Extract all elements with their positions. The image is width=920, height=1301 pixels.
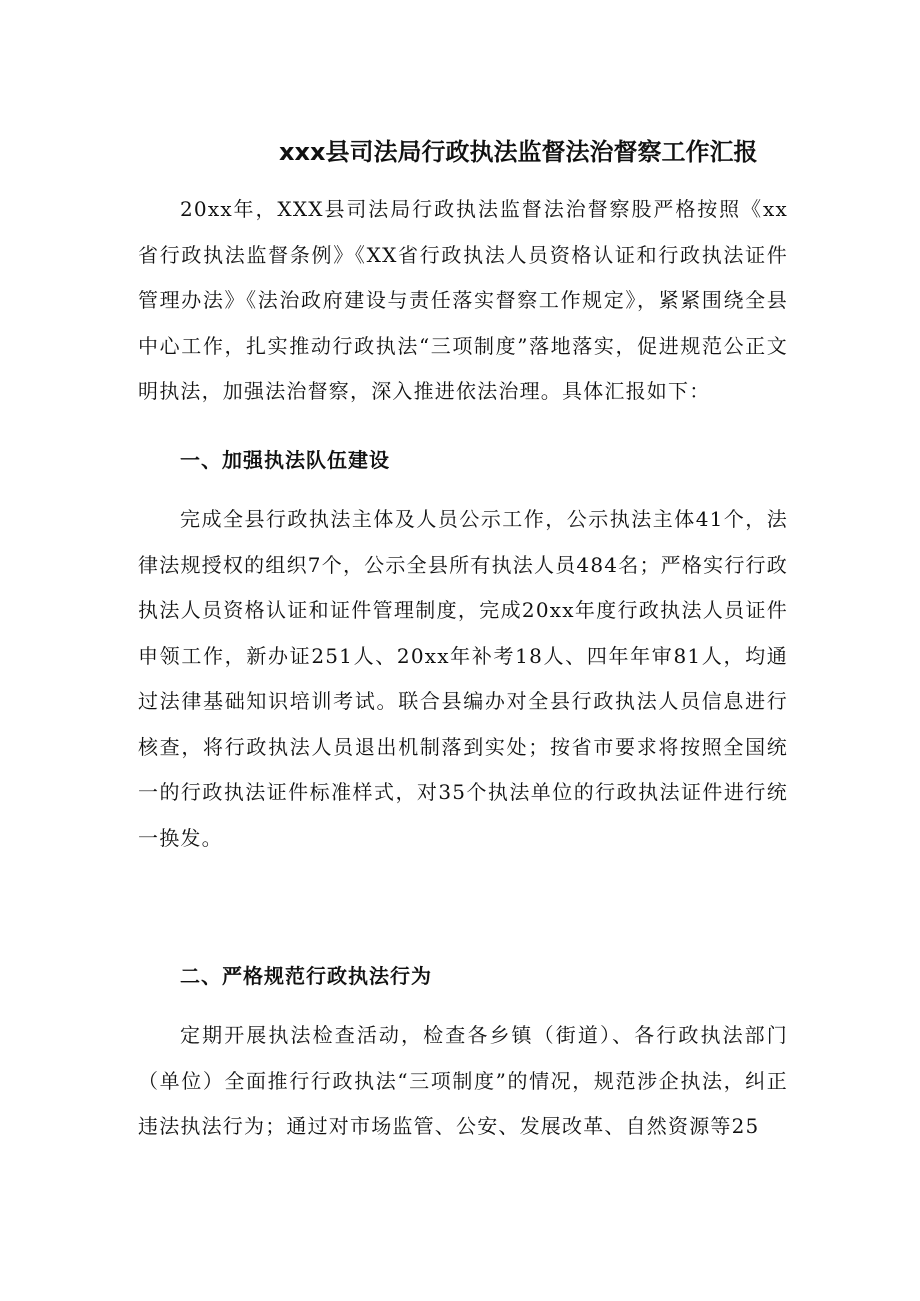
section-body-2: 定期开展执法检查活动，检查各乡镇（街道）、各行政执法部门（单位）全面推行行政执法“三项制度”的情况，规范涉企执法，纠正违法执法行为；通过对市场监管、公安、发展改革、自然资源等25 [138, 1023, 788, 1138]
section-body-1: 完成全县行政执法主体及人员公示工作，公示执法主体41个，法律法规授权的组织7个，公示全县所有执法人员484名；严格实行行政执法人员资格认证和证件管理制度，完成20xx年度行政执法人员证件申领工作，新办证251人、20xx年补考18人、四年年审81人，均通过法律基础知识培训考试。联合县编办对全县行政执法人员信息进行核查，将行政执法人员退出机制落到实处；按省市要求将按照全国统一的行政执法证件标准样式，对35个执法单位的行政执法证件进行统一换发。 [138, 507, 788, 850]
intro-paragraph: 20xx年，XXX县司法局行政执法监督法治督察股严格按照《xx省行政执法监督条例》《XX省行政执法人员资格认证和行政执法证件管理办法》《法治政府建设与责任落实督察工作规定》，紧紧围绕全县中心工作，扎实推动行政执法“三项制度”落地落实，促进规范公正文明执法，加强法治督察，深入推进依法治理。具体汇报如下： [138, 197, 788, 403]
section-heading-1: 一、加强执法队伍建设 [180, 448, 390, 472]
document-title: xxx县司法局行政执法监督法治督察工作汇报 [279, 138, 758, 166]
section-heading-2: 二、严格规范行政执法行为 [180, 964, 432, 988]
